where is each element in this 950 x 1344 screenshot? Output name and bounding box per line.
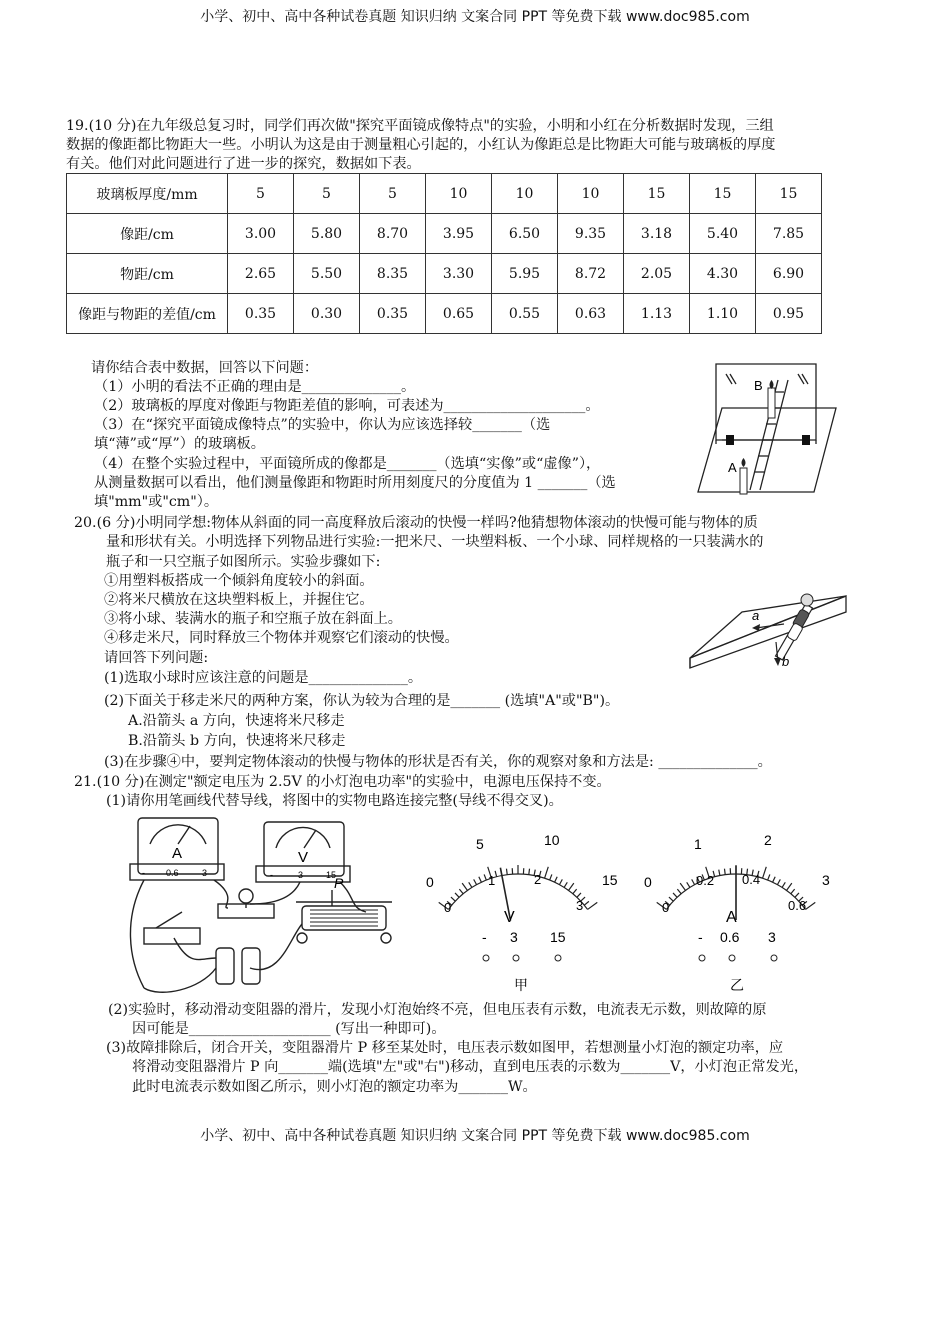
table-cell: 5.80 bbox=[294, 214, 360, 254]
ammeter-terminal-neg: - bbox=[142, 868, 145, 878]
v-outer-10: 10 bbox=[544, 832, 560, 848]
table-cell: 2.65 bbox=[228, 254, 294, 294]
v-inner-1: 1 bbox=[488, 873, 496, 888]
table-cell: 7.85 bbox=[756, 214, 822, 254]
table-cell: 9.35 bbox=[558, 214, 624, 254]
q19-question-4: 填“薄”或“厚”）的玻璃板。 bbox=[94, 436, 265, 452]
a-outer-3: 3 bbox=[822, 872, 830, 888]
q19-intro-line-2: 数据的像距都比物距大一些。小明认为这是由于测量粗心引起的，小红认为像距总是比物距大可能与玻璃板的厚度 bbox=[66, 137, 776, 153]
dial-v-tick bbox=[550, 874, 552, 880]
q20-line-12: (3)在步骤④中，要判定物体滚动的快慢与物体的形状是否有关，你的观察对象和方法是: ______________。 bbox=[104, 754, 772, 770]
table-cell: 5 bbox=[294, 174, 360, 214]
a-terminal-0.6: 0.6 bbox=[720, 929, 740, 945]
q21-line-2: (2)实验时，移动滑动变阻器的滑片，发现小灯泡始终不亮，但电压表有示数，电流表无示数，则故障的原 bbox=[108, 1002, 767, 1018]
voltmeter-terminal-15: 15 bbox=[326, 870, 337, 880]
ammeter-terminal-0.6: 0.6 bbox=[166, 868, 179, 878]
q21-line-6: 此时电流表示数如图乙所示，则小灯泡的额定功率为_______W。 bbox=[132, 1079, 537, 1095]
dial-a-tick bbox=[669, 897, 673, 901]
switch-base bbox=[144, 928, 200, 944]
mirror-experiment-figure bbox=[690, 360, 840, 500]
table-cell: 15 bbox=[690, 174, 756, 214]
table-cell: 0.35 bbox=[360, 294, 426, 334]
dial-a-tick bbox=[680, 883, 685, 890]
a-caption: 乙 bbox=[730, 977, 744, 993]
table-row bbox=[67, 214, 822, 254]
q21-line-0: 21.(10 分)在测定"额定电压为 2.5V 的小灯泡电功率"的实验中，电源电压保持不变。 bbox=[74, 774, 611, 790]
label-b-arrow: b bbox=[782, 654, 790, 669]
v-outer-15: 15 bbox=[602, 872, 618, 888]
q21-line-5: 将滑动变阻器滑片 P 向_______端(选填"左"或"右")移动，直到电压表的示数为_______V，小灯泡正常发光， bbox=[132, 1059, 809, 1075]
table-cell: 10 bbox=[558, 174, 624, 214]
ammeter-symbol: A bbox=[172, 845, 183, 862]
a-outer-2: 2 bbox=[764, 832, 772, 848]
table-cell: 2.05 bbox=[624, 254, 690, 294]
table-cell: 8.70 bbox=[360, 214, 426, 254]
table-cell: 0.65 bbox=[426, 294, 492, 334]
a-inner-0.6: 0.6 bbox=[788, 898, 807, 913]
q19-question-6: 从测量数据可以看出，他们测量像距和物距时所用刻度尺的分度值为 1 _______（选 bbox=[94, 475, 616, 491]
incline-side bbox=[690, 596, 846, 668]
table-cell: 3.18 bbox=[624, 214, 690, 254]
table-cell: 5.50 bbox=[294, 254, 360, 294]
q20-line-2: 瓶子和一只空瓶子如图所示。实验步骤如下: bbox=[106, 554, 381, 570]
v-outer-5: 5 bbox=[476, 836, 484, 852]
dial-a-tick bbox=[782, 882, 785, 887]
a-symbol: A bbox=[726, 909, 737, 926]
voltmeter-terminal-neg: - bbox=[270, 870, 273, 880]
dial-v-tick bbox=[584, 901, 589, 905]
q19-question-1: （1）小明的看法不正确的理由是______________。 bbox=[94, 379, 416, 395]
q19-question-7: 填"mm"或"cm"）。 bbox=[94, 494, 219, 510]
table-cell: 1.13 bbox=[624, 294, 690, 334]
q20-line-1: 量和形状有关。小明选择下列物品进行实验:一把米尺、一块塑料板、一个小球、同样规格的一只装满水的 bbox=[106, 534, 764, 550]
dial-v-tick bbox=[569, 883, 574, 890]
a-inner-0.4: 0.4 bbox=[742, 872, 761, 887]
dial-v-tick bbox=[577, 893, 581, 897]
table-row bbox=[67, 174, 822, 214]
dial-a-tick bbox=[777, 879, 780, 884]
dial-a-tick bbox=[724, 869, 725, 875]
v-caption: 甲 bbox=[514, 977, 528, 993]
q19-data-table bbox=[66, 173, 822, 334]
dial-v-tick bbox=[588, 902, 598, 909]
ball bbox=[801, 594, 813, 606]
dial-a-tick bbox=[787, 883, 792, 890]
a-inner-0.2: 0.2 bbox=[696, 873, 715, 888]
dial-v-tick bbox=[495, 871, 496, 877]
table-cell: 8.72 bbox=[558, 254, 624, 294]
dial-a-tick bbox=[791, 889, 795, 894]
circuit-figure bbox=[120, 808, 410, 998]
q19-question-5: （4）在整个实验过程中，平面镜所成的像都是_______（选填“实像”或“虚像”）， bbox=[94, 456, 601, 472]
page-header: 小学、初中、高中各种试卷真题 知识归纳 文案合同 PPT 等免费下载 www.doc985.com bbox=[200, 9, 750, 25]
q20-line-7: 请回答下列问题: bbox=[104, 650, 209, 666]
table-cell: 0.95 bbox=[756, 294, 822, 334]
dial-a-tick bbox=[673, 893, 677, 897]
dial-v-tick bbox=[559, 879, 562, 884]
dial-a-tick bbox=[687, 882, 690, 887]
q19-intro-line-3: 有关。他们对此问题进行了进一步的探究，数据如下表。 bbox=[66, 156, 421, 172]
q20-line-6: ④移走米尺，同时释放三个物体并观察它们滚动的快慢。 bbox=[104, 630, 459, 646]
dial-v-tick bbox=[455, 893, 459, 897]
page-footer: 小学、初中、高中各种试卷真题 知识归纳 文案合同 PPT 等免费下载 www.doc985.com bbox=[200, 1128, 750, 1144]
dial-a-tick bbox=[806, 902, 816, 909]
table-cell: 15 bbox=[756, 174, 822, 214]
a-inner-0: 0 bbox=[662, 900, 670, 915]
table-row-label: 像距与物距的差值/cm bbox=[67, 294, 228, 334]
voltmeter-dial bbox=[418, 830, 618, 1000]
dial-v-tick bbox=[573, 889, 577, 894]
ammeter-terminal-3: 3 bbox=[202, 868, 208, 878]
candle-b bbox=[768, 388, 775, 418]
q20-line-3: ①用塑料板搭成一个倾斜角度较小的斜面。 bbox=[104, 573, 374, 589]
table-cell: 6.50 bbox=[492, 214, 558, 254]
voltmeter-terminal-3: 3 bbox=[298, 870, 304, 880]
dial-a-tick bbox=[773, 877, 776, 882]
table-cell: 10 bbox=[426, 174, 492, 214]
incline-top bbox=[690, 596, 846, 658]
dial-a-tick bbox=[692, 879, 695, 884]
label-a: A bbox=[728, 460, 737, 475]
v-symbol: V bbox=[504, 909, 515, 926]
table-row-label: 像距/cm bbox=[67, 214, 228, 254]
table-cell: 3.30 bbox=[426, 254, 492, 294]
q19-question-2: （2）玻璃板的厚度对像距与物距差值的影响，可表述为____________________。 bbox=[94, 398, 600, 414]
table-row bbox=[67, 254, 822, 294]
dial-v-tick bbox=[459, 889, 463, 894]
table-cell: 0.35 bbox=[228, 294, 294, 334]
dial-v-tick bbox=[462, 883, 467, 890]
dial-v-scale-arc bbox=[448, 874, 587, 909]
dial-a-tick bbox=[677, 889, 681, 894]
q20-line-9: (2)下面关于移走米尺的两种方案，你认为较为合理的是_______ (选填"A"或"B")。 bbox=[104, 693, 620, 709]
dial-v-tick bbox=[484, 874, 486, 880]
arrow-a-head-icon bbox=[752, 624, 760, 631]
arrow-a bbox=[756, 624, 784, 628]
table-cell: 1.10 bbox=[690, 294, 756, 334]
dial-v-tick bbox=[479, 877, 482, 882]
voltmeter-symbol: V bbox=[298, 849, 309, 866]
voltmeter-scale bbox=[276, 827, 330, 848]
v-inner-2: 2 bbox=[534, 872, 542, 887]
ammeter-scale bbox=[150, 825, 206, 844]
candle-a-flame-icon bbox=[742, 458, 746, 467]
incline-figure bbox=[686, 572, 854, 672]
dial-v-tick bbox=[555, 877, 558, 882]
table-cell: 0.30 bbox=[294, 294, 360, 334]
table-row-label: 物距/cm bbox=[67, 254, 228, 294]
table-cell: 0.55 bbox=[492, 294, 558, 334]
table-cell: 8.35 bbox=[360, 254, 426, 294]
q21-line-3: 因可能是____________________ (写出一种即可)。 bbox=[132, 1021, 446, 1037]
battery-1 bbox=[216, 948, 234, 984]
dial-v-tick bbox=[451, 897, 455, 901]
table-row-label: 玻璃板厚度/mm bbox=[67, 174, 228, 214]
a-outer-1: 1 bbox=[694, 836, 702, 852]
dial-v-tick bbox=[529, 869, 530, 875]
q20-line-8: (1)选取小球时应该注意的问题是______________。 bbox=[104, 670, 423, 686]
q19-question-3: （3）在“探究平面镜成像特点”的实验中，你认为应该选择较_______（选 bbox=[94, 417, 551, 433]
table-cell: 5 bbox=[360, 174, 426, 214]
q21-line-4: (3)故障排除后，闭合开关，变阻器滑片 P 移至某处时，电压表示数如图甲，若想测量小灯泡的额定功率，应 bbox=[106, 1040, 784, 1056]
a-terminal-neg: - bbox=[698, 929, 703, 945]
v-inner-3: 3 bbox=[576, 898, 584, 913]
dial-a-tick bbox=[719, 870, 720, 876]
dial-a-tick bbox=[768, 874, 770, 880]
dial-v-tick bbox=[564, 882, 567, 887]
table-cell: 5 bbox=[228, 174, 294, 214]
q19-question-0: 请你结合表中数据，回答以下问题： bbox=[91, 360, 319, 376]
q20-option-a: A.沿箭头 a 方向，快速将米尺移走 bbox=[128, 713, 345, 729]
table-row bbox=[67, 294, 822, 334]
table-cell: 5.95 bbox=[492, 254, 558, 294]
v-inner-0: 0 bbox=[444, 900, 452, 915]
table-cell: 4.30 bbox=[690, 254, 756, 294]
v-terminal-neg: - bbox=[482, 929, 487, 945]
table-cell: 10 bbox=[492, 174, 558, 214]
label-b: B bbox=[754, 378, 763, 393]
v-terminal-15: 15 bbox=[550, 929, 566, 945]
table-cell: 3.95 bbox=[426, 214, 492, 254]
table-cell: 5.40 bbox=[690, 214, 756, 254]
v-terminal-3: 3 bbox=[510, 929, 518, 945]
a-outer-0: 0 bbox=[644, 874, 652, 890]
arrow-b-head-icon bbox=[774, 658, 781, 666]
dial-v-tick bbox=[474, 879, 477, 884]
table-cell: 15 bbox=[624, 174, 690, 214]
q20-line-5: ③将小球、装满水的瓶子和空瓶子放在斜面上。 bbox=[104, 611, 402, 627]
q19-intro-line-1: 19.(10 分)在九年级总复习时，同学们再次做"探究平面镜成像特点"的实验，小明和小红在分析数据时发现，三组 bbox=[66, 118, 774, 134]
ammeter-dial bbox=[636, 830, 836, 1000]
label-a-arrow: a bbox=[752, 608, 760, 623]
table-cell: 6.90 bbox=[756, 254, 822, 294]
candle-a bbox=[740, 468, 747, 494]
battery-2 bbox=[242, 948, 260, 984]
table-cell: 3.00 bbox=[228, 214, 294, 254]
dial-a-tick bbox=[763, 867, 767, 878]
dial-v-tick bbox=[469, 882, 472, 887]
table-cell: 0.63 bbox=[558, 294, 624, 334]
dial-v-tick bbox=[545, 867, 549, 878]
q21-line-1: (1)请你用笔画线代替导线，将图中的实物电路连接完整(导线不得交叉)。 bbox=[106, 793, 563, 809]
a-terminal-3: 3 bbox=[768, 929, 776, 945]
q20-line-0: 20.(6 分)小明同学想:物体从斜面的同一高度释放后滚动的快慢一样吗?他猜想物体滚动的快慢可能与物体的质 bbox=[74, 515, 758, 531]
slider-label: P bbox=[334, 875, 344, 891]
dial-a-tick bbox=[795, 893, 799, 897]
q20-line-4: ②将米尺横放在这块塑料板上，并握住它。 bbox=[104, 592, 374, 608]
v-outer-0: 0 bbox=[426, 874, 434, 890]
dial-v-tick bbox=[506, 869, 507, 875]
q20-option-b: B.沿箭头 b 方向，快速将米尺移走 bbox=[128, 733, 346, 749]
